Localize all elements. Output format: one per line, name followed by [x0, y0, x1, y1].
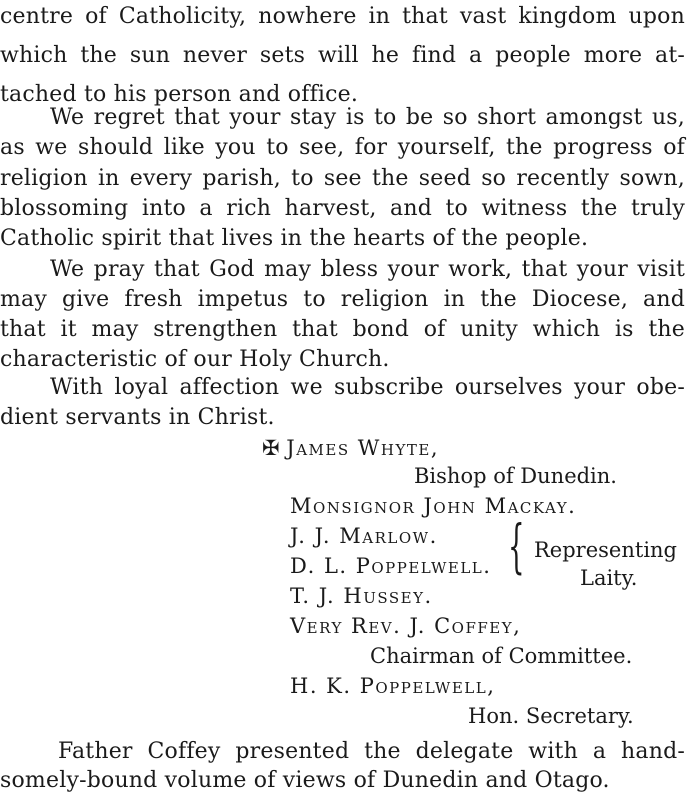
- secretary-title: Hon. Secretary.: [468, 704, 634, 728]
- paragraph-2-line-4: blossoming into a rich harvest, and to witness the truly: [0, 196, 685, 221]
- cross-icon: ✠: [262, 436, 280, 460]
- paragraph-3-line-3: that it may strengthen that bond of unity which is the: [0, 317, 685, 342]
- laity-label: Laity.: [580, 566, 638, 590]
- paragraph-2-line-2: as we should like you to see, for yourself, the progress of: [0, 135, 685, 160]
- bishop-title: Bishop of Dunedin.: [414, 464, 617, 488]
- chairman-title: Chairman of Committee.: [370, 644, 633, 668]
- closing-line-1: Father Coffey presented the delegate with a hand-: [58, 739, 685, 764]
- paragraph-3-line-2: may give fresh impetus to religion in the Diocese, and: [0, 287, 685, 312]
- paragraph-4-line-2: dient servants in Christ.: [0, 405, 275, 430]
- paragraph-3-line-4: characteristic of our Holy Church.: [0, 347, 390, 372]
- bishop-name: James Whyte,: [286, 436, 440, 460]
- paragraph-1-line-3: tached to his person and office.: [0, 82, 359, 107]
- secretary-signature: H. K. Poppelwell,: [290, 674, 496, 698]
- monsignor-signature: Monsignor John Mackay.: [290, 494, 577, 518]
- representing-label: Representing: [534, 538, 678, 562]
- laity-signature-2: D. L. Poppelwell.: [290, 554, 492, 578]
- bishop-signature: [262, 434, 439, 462]
- paragraph-4-line-1: With loyal affection we subscribe ourselves your obe-: [50, 375, 685, 400]
- paragraph-2-line-3: religion in every parish, to see the seed so recently sown,: [0, 166, 685, 191]
- closing-line-2: somely-bound volume of views of Dunedin and Otago.: [0, 768, 610, 793]
- chairman-signature: Very Rev. J. Coffey,: [290, 614, 522, 638]
- laity-signature-3: T. J. Hussey.: [290, 584, 433, 608]
- paragraph-1-line-2: which the sun never sets will he find a people more at-: [0, 43, 685, 68]
- paragraph-1-line-1: centre of Catholicity, nowhere in that vast kingdom upon: [0, 4, 685, 29]
- paragraph-2-line-1: We regret that your stay is to be so short amongst us,: [50, 105, 685, 130]
- paragraph-3-line-1: We pray that God may bless your work, that your visit: [50, 257, 685, 282]
- paragraph-2-line-5: Catholic spirit that lives in the hearts of the people.: [0, 226, 589, 251]
- laity-signature-1: J. J. Marlow.: [290, 524, 438, 548]
- laity-brace-icon: {: [508, 512, 525, 580]
